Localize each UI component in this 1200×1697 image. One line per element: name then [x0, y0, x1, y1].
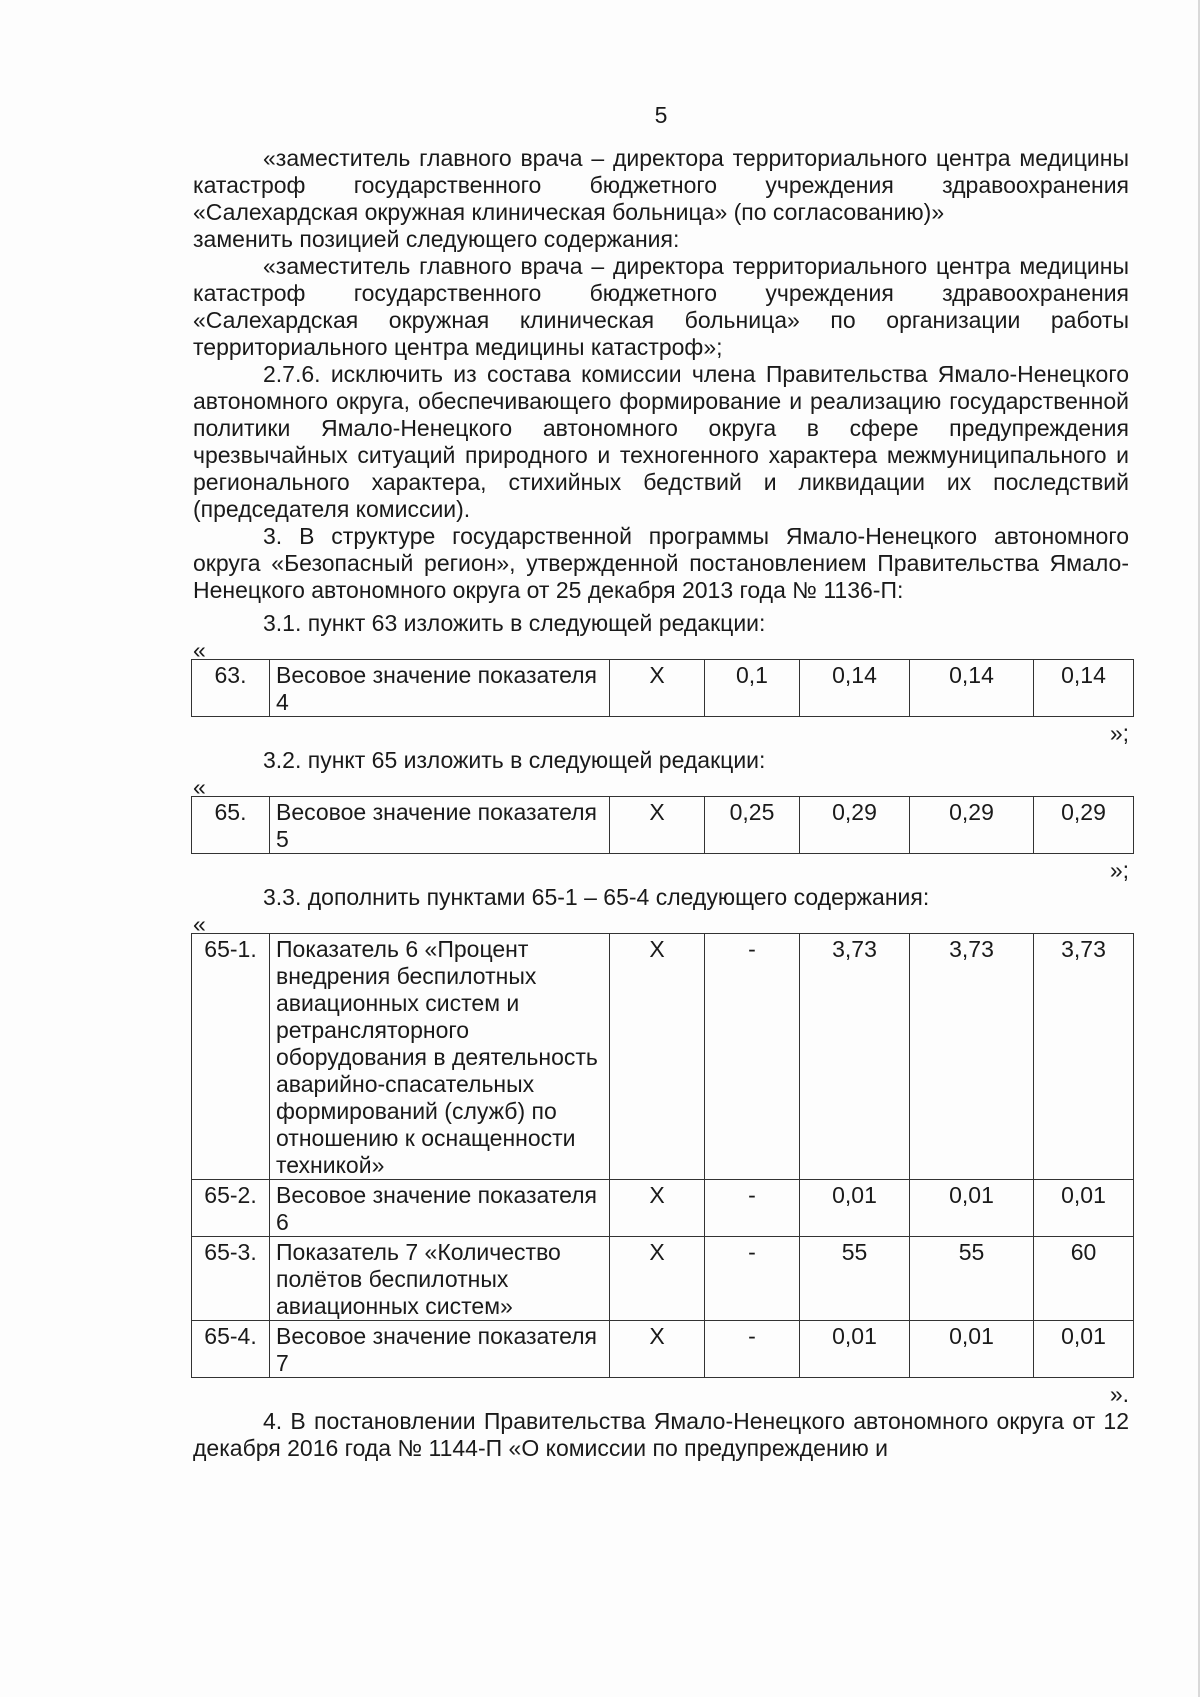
- value-cell: 0,29: [800, 797, 910, 854]
- paragraph-2-7-6: 2.7.6. исключить из состава комиссии члена Правительства Ямало-Ненецкого автономного округа, обеспечивающего формирование и реализацию государственной политики Ямало-Ненецкого автономного округа в сфере предупреждения чрезвычайных ситуаций природного и техногенного характера межмуниципального и регионального характера, стихийных бедствий и ликвидации их последствий (председателя комиссии).: [193, 361, 1129, 522]
- value-cell: -: [705, 1237, 800, 1321]
- value-cell: 55: [910, 1237, 1034, 1321]
- open-quote: «: [193, 911, 206, 937]
- paragraph-3-2: 3.2. пункт 65 изложить в следующей редакции:: [263, 747, 766, 773]
- open-quote: «: [193, 637, 206, 663]
- table-row: [192, 1321, 1134, 1378]
- table-item-63: [191, 659, 1134, 717]
- table-item-65: [191, 796, 1134, 854]
- table-row: [192, 660, 1134, 717]
- close-quote: »;: [1109, 857, 1129, 883]
- value-cell: 0,01: [910, 1180, 1034, 1237]
- row-number: 65-3.: [192, 1237, 270, 1321]
- table-row: [192, 1237, 1134, 1321]
- value-cell: 0,01: [910, 1321, 1034, 1378]
- value-cell: X: [610, 1321, 705, 1378]
- paragraph-new-position: «заместитель главного врача – директора территориального центра медицины катастроф государственного бюджетного учреждения здравоохранения «Салехардская окружная клиническая больница» по организации работы территориального центра медицины катастроф»;: [193, 253, 1129, 360]
- value-cell: X: [610, 797, 705, 854]
- document-content: [193, 102, 1129, 1462]
- value-cell: 3,73: [910, 934, 1034, 1180]
- value-cell: 0,14: [1034, 660, 1134, 717]
- value-cell: 0,1: [705, 660, 800, 717]
- page-number: 5: [654, 102, 668, 128]
- table-items-65-1-to-65-4: [191, 933, 1134, 1378]
- close-quote: »;: [1109, 720, 1129, 746]
- value-cell: 0,29: [910, 797, 1034, 854]
- value-cell: X: [610, 1180, 705, 1237]
- value-cell: 0,25: [705, 797, 800, 854]
- close-quote: ».: [1109, 1381, 1129, 1407]
- paragraph-4: 4. В постановлении Правительства Ямало-Ненецкого автономного округа от 12 декабря 2016 года № 1144-П «О комиссии по предупреждению и: [193, 1408, 1129, 1461]
- value-cell: 0,29: [1034, 797, 1134, 854]
- value-cell: 0,01: [1034, 1321, 1134, 1378]
- indicator-name: Показатель 7 «Количество полётов беспилотных авиационных систем»: [270, 1237, 610, 1321]
- row-number: 65-4.: [192, 1321, 270, 1378]
- paragraph-replace-with: заменить позицией следующего содержания:: [193, 226, 680, 252]
- indicator-name: Весовое значение показателя 6: [270, 1180, 610, 1237]
- row-number: 65.: [192, 797, 270, 854]
- value-cell: 0,01: [800, 1321, 910, 1378]
- value-cell: X: [610, 934, 705, 1180]
- indicator-name: Весовое значение показателя 7: [270, 1321, 610, 1378]
- row-number: 63.: [192, 660, 270, 717]
- value-cell: 0,14: [800, 660, 910, 717]
- paragraph-3-3: 3.3. дополнить пунктами 65-1 – 65-4 следующего содержания:: [263, 884, 930, 910]
- table-row: [192, 797, 1134, 854]
- value-cell: X: [610, 660, 705, 717]
- indicator-name: Весовое значение показателя 5: [270, 797, 610, 854]
- value-cell: 0,01: [800, 1180, 910, 1237]
- value-cell: 55: [800, 1237, 910, 1321]
- paragraph-3: 3. В структуре государственной программы Ямало-Ненецкого автономного округа «Безопасный регион», утвержденной постановлением Правительства Ямало-Ненецкого автономного округа от 25 декабря 2013 года № 1136-П:: [193, 523, 1129, 603]
- indicator-name: Весовое значение показателя 4: [270, 660, 610, 717]
- table-row: [192, 934, 1134, 1180]
- paragraph-old-position: «заместитель главного врача – директора территориального центра медицины катастроф государственного бюджетного учреждения здравоохранения «Салехардская окружная клиническая больница» (по согласованию)»: [193, 145, 1129, 225]
- row-number: 65-1.: [192, 934, 270, 1180]
- paragraph-3-1: 3.1. пункт 63 изложить в следующей редакции:: [263, 610, 766, 636]
- value-cell: 0,01: [1034, 1180, 1134, 1237]
- value-cell: X: [610, 1237, 705, 1321]
- open-quote: «: [193, 774, 206, 800]
- row-number: 65-2.: [192, 1180, 270, 1237]
- table-row: [192, 1180, 1134, 1237]
- value-cell: 0,14: [910, 660, 1034, 717]
- value-cell: 60: [1034, 1237, 1134, 1321]
- value-cell: 3,73: [1034, 934, 1134, 1180]
- value-cell: -: [705, 1180, 800, 1237]
- value-cell: 3,73: [800, 934, 910, 1180]
- value-cell: -: [705, 934, 800, 1180]
- value-cell: -: [705, 1321, 800, 1378]
- indicator-name: Показатель 6 «Процент внедрения беспилотных авиационных систем и ретрансляторного оборудования в деятельность аварийно-спасательных формирований (служб) по отношению к оснащенности техникой»: [270, 934, 610, 1180]
